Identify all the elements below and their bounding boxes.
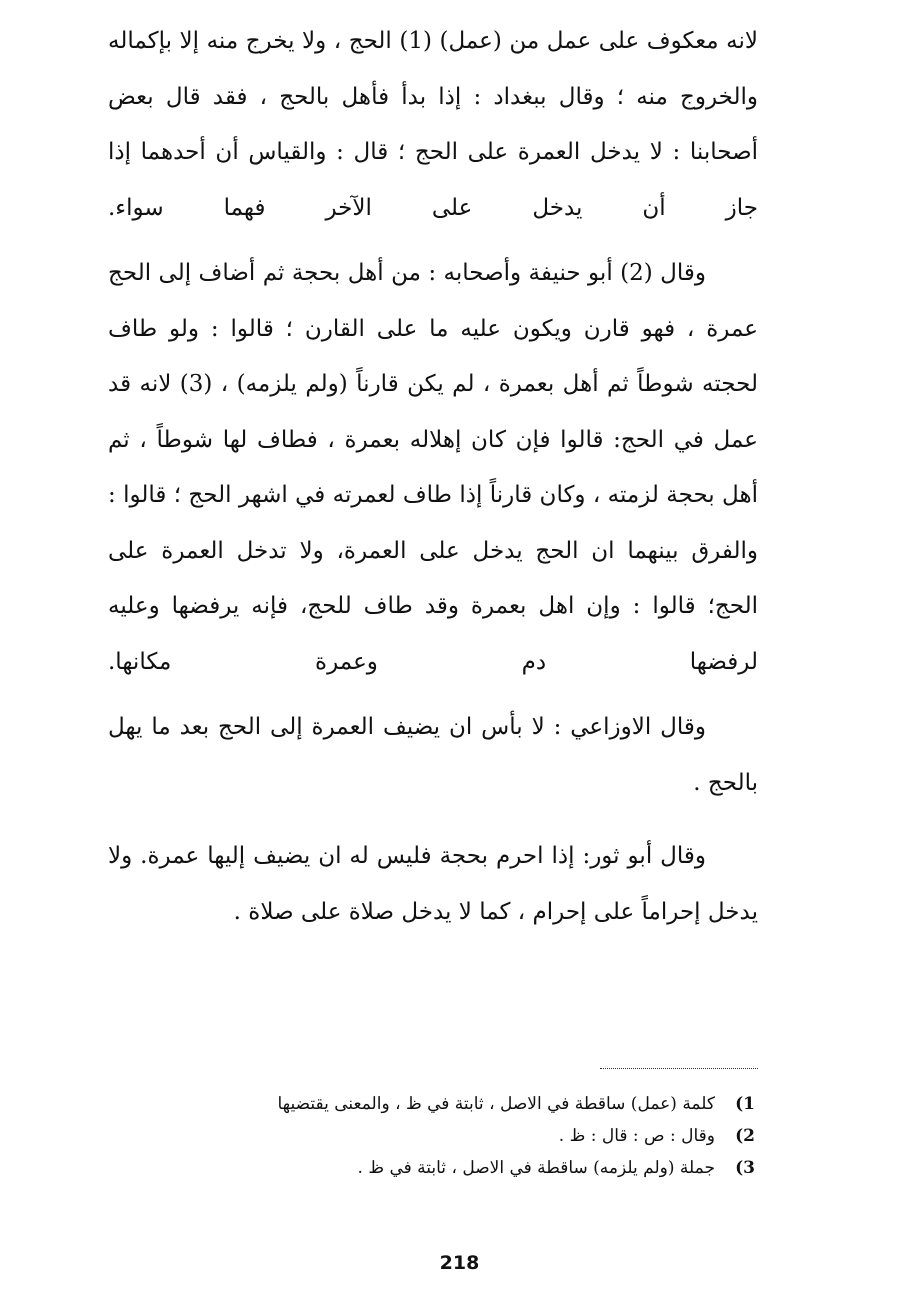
page-number: 218 <box>439 1252 480 1274</box>
footnotes <box>130 1088 755 1184</box>
footnote-3 <box>130 1152 755 1184</box>
footnote-1 <box>130 1088 755 1120</box>
paragraph-2: وقال (2) أبو حنيفة وأصحابه : من أهل بحجة ثم أضاف إلى الحج عمرة ، فهو قارن ويكون عليه ما على القارن ؛ قالوا : ولو طاف لحجته شوطاً ثم أهل بعمرة ، لم يكن قارناً (ولم يلزمه) ، (3) لانه قد عمل في الحج: قالوا فإن كان إهلاله بعمرة ، فطاف لها شوطاً ، ثم أهل بحجة لزمته ، وكان قارناً إذا طاف لعمرته في اشهر الحج ؛ قالوا : والفرق بينهما ان الحج يدخل على العمرة، ولا تدخل العمرة على الحج؛ قالوا : وإن اهل بعمرة وقد طاف للحج، فإنه يرفضها وعليه لرفضها دم وعمرة مكانها. <box>108 260 759 675</box>
footnote-number: 1) <box>735 1094 755 1114</box>
footnote-text: وقال : ص : قال : ظ . <box>558 1126 715 1146</box>
footnote-text: كلمة (عمل) ساقطة في الاصل ، ثابتة في ظ ، والمعنى يقتضيها <box>277 1094 715 1114</box>
footnote-number: 2) <box>735 1126 755 1146</box>
paragraph-1: لانه معكوف على عمل من (عمل) (1) الحج ، ولا يخرج منه إلا بإكماله والخروج منه ؛ وقال ببغداد : إذا بدأ فأهل بالحج ، فقد قال بعض أصحابنا : لا يدخل العمرة على الحج ؛ قال : والقياس أن أحدهما إذا جاز أن يدخل على الآخر فهما سواء. <box>108 28 758 221</box>
footnote-text: جملة (ولم يلزمه) ساقطة في الاصل ، ثابتة في ظ . <box>357 1158 715 1178</box>
paragraph-4: وقال أبو ثور: إذا احرم بحجة فليس له ان يضيف إليها عمرة. ولا يدخل إحراماً على إحرام ، كما لا يدخل صلاة على صلاة . <box>108 843 758 925</box>
paragraph-3: وقال الاوزاعي : لا بأس ان يضيف العمرة إلى الحج بعد ما يهل بالحج . <box>108 714 758 796</box>
footnote-2 <box>130 1120 755 1152</box>
footnote-divider <box>600 1068 758 1069</box>
main-text <box>108 14 758 940</box>
footnote-number: 3) <box>735 1158 755 1178</box>
